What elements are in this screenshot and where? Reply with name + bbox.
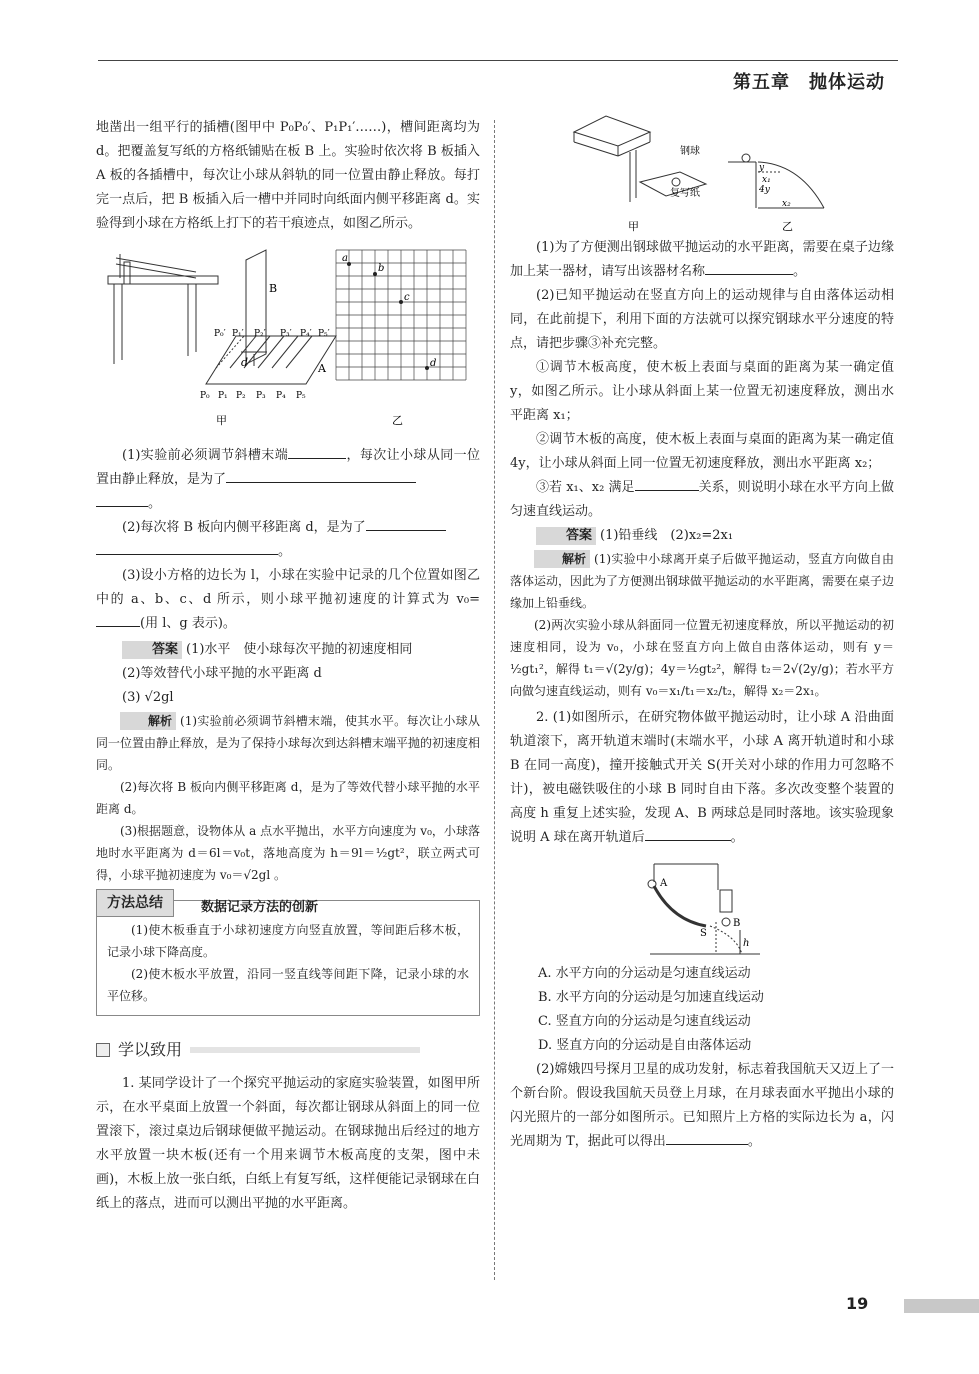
step-3-b: 关系，则说明小球在水平方向上做匀速直线运动。: [510, 480, 894, 519]
page-bar: [904, 1299, 979, 1313]
option-a[interactable]: A. 水平方向的分运动是匀速直线运动: [538, 966, 751, 981]
answer-1: (1)水平 使小球每次平抛的初速度相同: [186, 642, 413, 657]
q2-blank-1[interactable]: [366, 516, 446, 531]
label-ball: 钢球: [680, 146, 700, 157]
method-title: 数据记录方法的创新: [201, 900, 319, 915]
p-top-0: P₀′: [214, 329, 226, 339]
r-q1-text: (1)为了方便测出钢球做平抛运动的水平距离，需要在桌子边缘加上某一器材，请写出该器材名称: [510, 240, 894, 279]
step-3-blank[interactable]: [635, 476, 699, 491]
r-q1-end: 。: [793, 264, 807, 279]
label-paper: 复写纸: [670, 188, 700, 199]
q2-blank-2[interactable]: [96, 540, 278, 555]
problem-2-text: 2. (1)如图所示，在研究物体做平抛运动时，让小球 A 沿曲面轨道滚下，离开轨道末端时(末端水平，小球 A 离开轨道时和小球 B 在同一高度)，撞开接触式开关 S(开关对小球的作用力可忽略不计)，被电磁铁吸住的小球 B 同时自由下落。多次改变整个装置的高度 h 重复上述实验，发现 A、B 两球总是同时落地。该实验现象说明 A 球在离开轨道后: [510, 710, 894, 845]
option-b[interactable]: B. 水平方向的分运动是匀加速直线运动: [538, 990, 764, 1005]
problem-2-blank[interactable]: [645, 826, 731, 841]
step-3-a: ③若 x₁、x₂ 满足: [536, 480, 635, 495]
section-square-icon: [96, 1043, 110, 1057]
grid-label-a: a: [342, 253, 348, 264]
label-d: d: [241, 356, 249, 369]
page-number: 19: [846, 1294, 869, 1313]
grid-paper: [336, 250, 466, 380]
q2-text-a: (2)每次将 B 板向内侧平移距离 d，是为了: [122, 520, 366, 535]
answer-tag: 答案: [122, 641, 182, 659]
chapter-title: 第五章 抛体运动: [733, 72, 885, 93]
r-question-1: [510, 236, 894, 284]
figure-svg-right: [510, 112, 894, 236]
q1-text-b: ，每次让小球从同一位置由静止释放，是为了: [96, 448, 480, 487]
figure-svg: [96, 244, 480, 444]
analysis-3: (3)根据题意，设物体从 a 点水平抛出，水平方向速度为 v₀，小球落地时水平距离为 d＝6l＝v₀t，落地高度为 h＝9l＝½gt²，联立两式可得，小球平抛初速度为 v₀＝√2gl 。: [96, 824, 480, 882]
method-item-1: (1)使木板垂直于小球初速度方向竖直放置，等间距后移木板，记录小球下降高度。: [107, 923, 469, 959]
r-answer: [510, 524, 894, 548]
analysis-2: (2)每次将 B 板向内侧平移距离 d，是为了等效代替小球平抛的水平距离 d。: [96, 780, 480, 816]
q3-text: (3)设小方格的边长为 l，小球在实验中记录的几个位置如图乙中的 a、b、c、d 所示，则小球平抛初速度的计算式为 v₀=: [96, 568, 480, 607]
r-analysis-1: (1)实验中小球离开桌子后做平抛运动，竖直方向做自由落体运动，因此为了方便测出钢球做平抛运动的水平距离，需要在桌子边缘加上铅垂线。: [510, 552, 895, 610]
q1-text-a: (1)实验前必须调节斜槽末端: [122, 448, 289, 463]
q1-text-c: 。: [148, 496, 162, 511]
p-bottom-2: P₂: [236, 391, 246, 401]
problem-3-end: 。: [747, 1134, 761, 1149]
label-4y: 4y: [759, 185, 770, 195]
point-b: [373, 272, 377, 276]
r-analysis-tag: 解析: [534, 550, 590, 568]
left-column: [96, 116, 480, 1216]
step-3: [510, 476, 894, 524]
step-2: ②调节木板的高度，使木板上表面与桌面的距离为某一确定值 4y，让小球从斜面上同一位置无初速度释放，测出水平距离 x₂；: [510, 432, 894, 471]
problem-1: 1. 某同学设计了一个探究平抛运动的家庭实验装置，如图甲所示，在水平桌面上放置一个斜面，每次都让钢球从斜面上的同一位置滚下，滚过桌边后钢球便做平抛运动。在钢球抛出后经过的地方水平放置一块木板(还有一个用来调节木板高度的支架，图中未画)，木板上放一张白纸，白纸上有复写纸，这样便能记录钢球在白纸上的落点，进而可以测出平抛的水平距离。: [96, 1076, 480, 1211]
figure-table-launch: [510, 112, 894, 236]
p-bottom-3: P₃: [256, 391, 266, 401]
problem-3: [510, 1058, 894, 1154]
caption-jia: 甲: [216, 414, 227, 427]
method-tab: 方法总结: [96, 889, 174, 917]
p-top-2: P₂′: [254, 329, 266, 339]
r-answer-tag: 答案: [536, 527, 596, 545]
q3-blank[interactable]: [96, 612, 140, 627]
grid-label-d: d: [430, 358, 437, 369]
section-title: 学以致用: [118, 1040, 183, 1059]
q1-blank-3[interactable]: [96, 492, 148, 507]
r-analysis: [510, 548, 894, 614]
label-B: B: [269, 282, 278, 295]
question-3: [96, 564, 480, 636]
section-bar: [190, 1047, 420, 1053]
q1-blank-2[interactable]: [226, 468, 416, 483]
caption-yi-right: 乙: [782, 220, 793, 233]
column-divider: [494, 120, 495, 1280]
problem-2: [510, 706, 894, 850]
option-d[interactable]: D. 竖直方向的分运动是自由落体运动: [538, 1038, 752, 1053]
r-q1-blank[interactable]: [705, 260, 793, 275]
figure-ab-drop: [510, 850, 894, 962]
caption-yi: 乙: [392, 414, 403, 427]
label-x1: x₁: [762, 175, 771, 185]
question-2: [96, 516, 480, 564]
grid-label-b: b: [378, 263, 385, 274]
p-bottom-0: P₀: [200, 391, 210, 401]
p-top-4: P₄′: [300, 329, 312, 339]
r-analysis-2: (2)两次实验小球从斜面同一位置无初速度释放，所以平抛运动的初速度相同，设为 v₀，小球在竖直方向上做自由落体运动，则有 y＝½gt₁²，解得 t₁＝√(2y/g)；4y＝½gt₂²，解得 t₂＝2√(2y/g)；若水平方向做匀速直线运动，则有 v₀＝x₁/t₁＝x₂/t₂，解得 x₂＝2x₁。: [510, 618, 894, 698]
p-top-5: P₅′: [318, 329, 330, 339]
header-rule: [98, 60, 898, 61]
answer-block: [96, 638, 480, 662]
ab-label-h: h: [743, 938, 750, 949]
analysis-1: (1)实验前必须调节斜槽末端，使其水平。每次让小球从同一位置由静止释放，是为了保持小球每次到达斜槽末端平抛的初速度相同。: [96, 714, 481, 772]
problem-3-text: (2)嫦娥四号探月卫星的成功发射，标志着我国航天又迈上了一个新台阶。假设我国航天员登上月球，在月球表面水平抛出小球的闪光照片的一部分如图所示。已知照片上方格的实际边长为 a，闪光周期为 T，据此可以得出: [510, 1062, 894, 1149]
section-heading: [96, 1038, 480, 1062]
label-x2: x₂: [782, 199, 791, 209]
label-A: A: [318, 362, 326, 375]
answer-2: (2)等效替代小球平抛的水平距离 d: [122, 666, 322, 681]
answer-3: (3) √2gl: [122, 690, 174, 705]
caption-jia-right: 甲: [628, 220, 639, 233]
q2-text-b: 。: [278, 544, 292, 559]
p-bottom-5: P₅: [296, 391, 306, 401]
question-1: [96, 444, 480, 516]
ab-label-B: B: [733, 918, 741, 929]
grid-label-c: c: [404, 292, 410, 303]
option-c[interactable]: C. 竖直方向的分运动是匀速直线运动: [538, 1014, 751, 1029]
point-c: [399, 300, 403, 304]
intro-paragraph: 地凿出一组平行的插槽(图甲中 P₀P₀′、P₁P₁′……)，槽间距离均为 d。把覆盖复写纸的方格纸铺贴在板 B 上。实验时依次将 B 板插入 A 板的各插槽中，每次让小球从斜轨的同一位置由静止释放。每打完一点后，把 B 板插入后一槽中并同时向纸面内侧平移距离 d。实验得到小球在方格纸上打下的若干痕迹点，如图乙所示。: [96, 120, 480, 231]
method-summary-box: [96, 895, 480, 1016]
q3-tail: (用 l、g 表示)。: [140, 616, 236, 631]
p-bottom-1: P₁: [218, 391, 228, 401]
point-d: [425, 366, 429, 370]
p-top-1: P₁′: [232, 329, 244, 339]
step-1: ①调节木板高度，使木板上表面与桌面的距离为某一确定值 y，如图乙所示。让小球从斜面上某一位置无初速度释放，测出水平距离 x₁；: [510, 360, 894, 423]
ab-label-S: S: [700, 928, 707, 939]
problem-2-end: 。: [730, 830, 744, 845]
r-answer-text: (1)铅垂线 (2)x₂=2x₁: [600, 528, 734, 543]
ab-label-A: A: [660, 878, 668, 889]
figure-svg-ab: [510, 850, 894, 962]
r-question-2: (2)已知平抛运动在竖直方向上的运动规律与自由落体运动相同，在此前提下，利用下面的方法就可以探究钢球水平分速度的特点，请把步骤③补充完整。: [510, 288, 894, 351]
method-item-2: (2)使木板水平放置，沿同一竖直线等间距下降，记录小球的水平位移。: [107, 967, 469, 1003]
p-top-3: P₃′: [280, 329, 292, 339]
right-column: [510, 116, 894, 1154]
analysis-tag: 解析: [120, 712, 176, 730]
q1-blank-1[interactable]: [288, 444, 346, 459]
analysis-block: [96, 710, 480, 776]
label-y: y: [759, 163, 765, 173]
problem-3-blank[interactable]: [666, 1130, 748, 1145]
figure-experiment-grid: [96, 244, 480, 444]
p-bottom-4: P₄: [276, 391, 286, 401]
